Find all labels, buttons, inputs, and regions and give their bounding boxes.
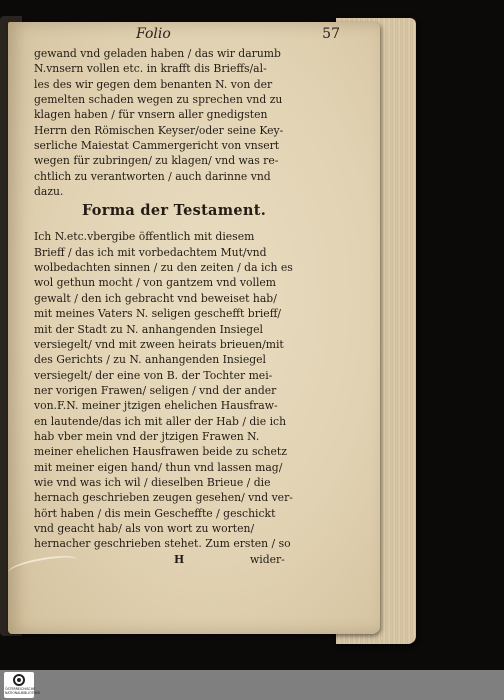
text-line: N.vnsern vollen etc. in krafft dis Brieffs/al- (34, 62, 267, 76)
text-line: von.F.N. meiner jtzigen ehelichen Hausfraw- (34, 399, 278, 413)
viewer-footer-bar (0, 670, 504, 700)
text-line: hört haben / dis mein Gescheffte / geschickt (34, 506, 276, 520)
text-line: wie vnd was ich wil / dieselben Brieue / die (34, 475, 271, 489)
text-line: chtlich zu verantworten / auch darinne vnd (34, 169, 271, 183)
page-footer-line (34, 552, 354, 567)
text-line: gewalt / den ich gebracht vnd beweiset hab/ (34, 291, 277, 305)
text-line: wolbedachten sinnen / zu den zeiten / da ich es (34, 261, 293, 275)
text-line: meiner ehelichen Hausfrawen beide zu schetz (34, 445, 287, 459)
text-line: klagen haben / für vnsern aller gnedigsten (34, 108, 268, 122)
text-line: en lautende/das ich mit aller der Hab / die ich (34, 414, 287, 428)
text-line: Ich N.etc.vbergibe öffentlich mit diesem (34, 230, 255, 244)
page-number: 57 (322, 26, 340, 42)
text-line: mit der Stadt zu N. anhangenden Insiegel (34, 322, 263, 336)
text-line: hab vber mein vnd der jtzigen Frawen N. (34, 429, 260, 443)
library-logo[interactable] (4, 672, 41, 698)
text-line: mit meines Vaters N. seligen geschefft brieff/ (34, 307, 282, 321)
text-line: les des wir gegen dem benanten N. von der (34, 77, 273, 91)
page-text (34, 46, 354, 567)
text-line: Brieff / das ich mit vorbedachtem Mut/vnd (34, 245, 267, 259)
signature-mark: H (174, 552, 185, 566)
text-line: ner vorigen Frawen/ seligen / vnd der ander (34, 383, 277, 397)
text-line: des Gerichts / zu N. anhangenden Insiegel (34, 353, 267, 367)
text-line: serliche Maiestat Cammergericht von vnsert (34, 139, 280, 153)
page-header (40, 26, 340, 46)
text-block-before-heading (34, 46, 354, 199)
text-block-after-heading (34, 229, 354, 551)
running-head: Folio (136, 26, 171, 42)
text-line: versiegelt/ vnd mit zween heirats brieuen/mit (34, 337, 284, 351)
catchword: wider- (250, 552, 285, 566)
text-line: gemelten schaden wegen zu sprechen vnd zu (34, 93, 283, 107)
text-line: versiegelt/ der eine von B. der Tochter mei- (34, 368, 273, 382)
text-line: hernach geschrieben zeugen gesehen/ vnd ver- (34, 491, 293, 505)
text-line: vnd geacht hab/ als von wort zu worten/ (34, 521, 255, 535)
text-line: Herrn den Römischen Keyser/oder seine Key- (34, 123, 284, 137)
text-line: wegen für zubringen/ zu klagen/ vnd was re- (34, 154, 279, 168)
text-line: gewand vnd geladen haben / das wir darumb (34, 47, 281, 60)
text-line: mit meiner eigen hand/ thun vnd lassen mag/ (34, 460, 283, 474)
text-line: wol gethun mocht / von gantzem vnd vollem (34, 276, 277, 290)
logo-emblem-icon (13, 674, 25, 686)
text-line: dazu. (34, 185, 64, 199)
logo-text: ÖSTERREICHISCHE NATIONALBIBLIOTHEK (5, 687, 41, 695)
section-heading: Forma der Testament. (82, 202, 267, 220)
text-line: hernacher geschrieben stehet. Zum ersten / so (34, 537, 291, 551)
